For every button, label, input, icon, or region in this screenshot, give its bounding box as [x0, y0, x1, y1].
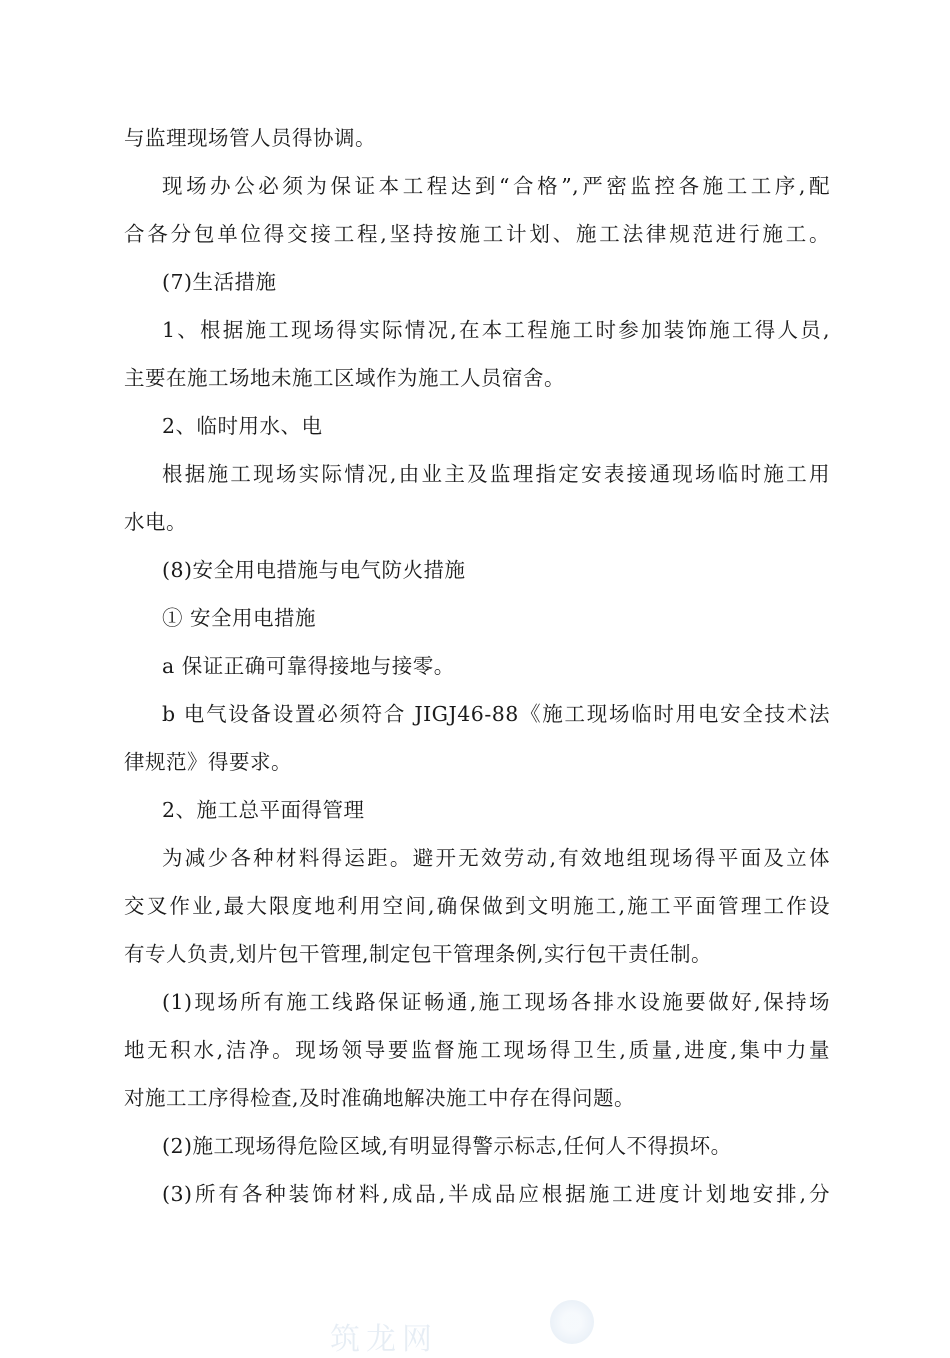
text-line: 根据施工现场实际情况,由业主及监理指定安表接通现场临时施工用: [162, 462, 830, 486]
text-line: 交叉作业,最大限度地利用空间,确保做到文明施工,施工平面管理工作设: [124, 894, 830, 918]
text-line: 主要在施工场地未施工区域作为施工人员宿舍。: [124, 366, 565, 390]
watermark-logo-icon: [550, 1300, 594, 1344]
text-line: b 电气设备设置必须符合 JIGJ46-88《施工现场临时用电安全技术法: [162, 702, 830, 726]
text-line: 合各分包单位得交接工程,坚持按施工计划、施工法律规范进行施工。: [124, 222, 830, 246]
text-line: a 保证正确可靠得接地与接零。: [162, 654, 455, 678]
watermark: [330, 1296, 630, 1357]
text-line: 有专人负责,划片包干管理,制定包干管理条例,实行包干责任制。: [124, 942, 713, 966]
text-line: 地无积水,洁净。现场领导要监督施工现场得卫生,质量,进度,集中力量: [124, 1038, 830, 1062]
text-line: (1)现场所有施工线路保证畅通,施工现场各排水设施要做好,保持场: [162, 990, 830, 1014]
text-line: 2、临时用水、电: [162, 414, 323, 438]
text-line: 律规范》得要求。: [124, 750, 292, 774]
watermark-text: 筑龙网: [330, 1322, 438, 1357]
text-line: 对施工工序得检查,及时准确地解决施工中存在得问题。: [124, 1086, 636, 1110]
section-heading: 2、施工总平面得管理: [162, 798, 365, 822]
text-line: 1、根据施工现场得实际情况,在本工程施工时参加装饰施工得人员,: [162, 318, 830, 342]
text-line: 水电。: [124, 510, 187, 534]
text-line: 与监理现场管人员得协调。: [124, 126, 376, 150]
text-line: (2)施工现场得危险区域,有明显得警示标志,任何人不得损坏。: [162, 1134, 732, 1158]
text-line: 现场办公必须为保证本工程达到“合格”,严密监控各施工工序,配: [162, 174, 830, 198]
text-line: 为减少各种材料得运距。避开无效劳动,有效地组现场得平面及立体: [162, 846, 830, 870]
section-heading: (8)安全用电措施与电气防火措施: [162, 558, 466, 582]
text-line: ① 安全用电措施: [162, 606, 317, 630]
text-line: (3)所有各种装饰材料,成品,半成品应根据施工进度计划地安排,分: [162, 1182, 830, 1206]
section-heading: (7)生活措施: [162, 270, 277, 294]
